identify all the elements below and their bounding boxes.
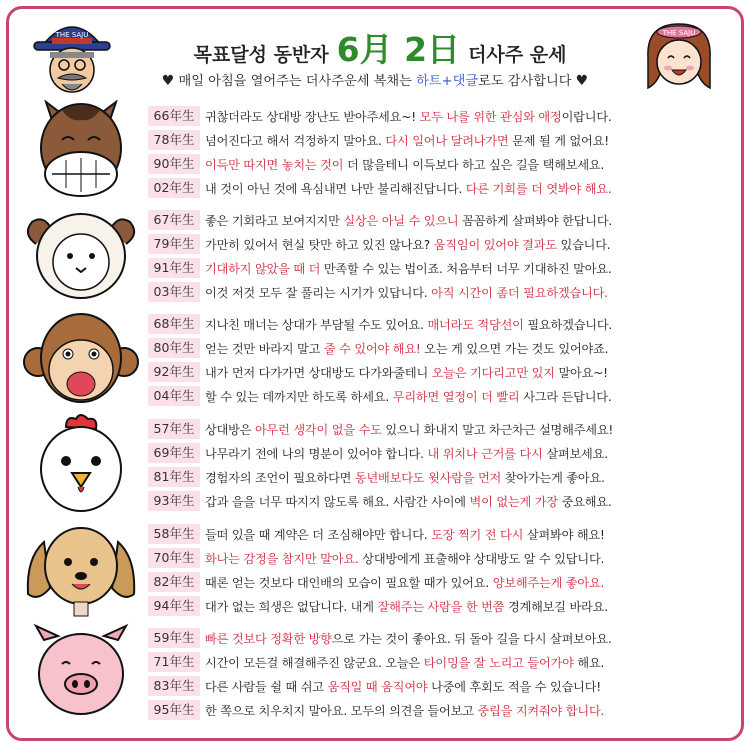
fortune-rows: [148, 104, 743, 200]
text-part: 상대방에게 표출해야 상대방도 알 수 있답니다.: [358, 551, 605, 566]
text-part: 꼼꼼하게 살펴봐야 한답니다.: [458, 213, 613, 228]
heart-icon: ♥: [161, 73, 175, 89]
text-part: 살펴봐야 해요!: [523, 527, 605, 542]
birth-year-badge: 94年生: [148, 596, 200, 616]
highlight-part: 아직 시간이 좀더 필요하겠습니다.: [431, 285, 608, 300]
fortune-row: [148, 104, 743, 128]
monkey-icon: [22, 308, 140, 408]
highlight-part: 내 위치나 근거를 다시: [427, 446, 543, 461]
birth-year-badge: 79年生: [148, 234, 200, 254]
fortune-row: [148, 232, 743, 256]
subtitle: [100, 70, 650, 89]
birth-year-badge: 95年生: [148, 700, 200, 720]
highlight-part: 움직일 때 움직여야: [327, 679, 428, 694]
fortune-row: [148, 546, 743, 570]
fortune-row: [148, 594, 743, 618]
birth-year-badge: 93年生: [148, 491, 200, 511]
text-part: 할 수 있는 데까지만 하도록 하세요.: [205, 389, 393, 404]
text-part: 문제 될 게 없어요!: [508, 133, 609, 148]
highlight-part: 이득만 따지면 놓치는 것이: [205, 157, 344, 172]
birth-year-badge: 82年生: [148, 572, 200, 592]
fortune-text: [205, 316, 612, 333]
highlight-part: 도장 찍기 전 다시: [431, 527, 524, 542]
fortune-text: [205, 654, 604, 671]
highlight-part: 양보해주는게 좋아요.: [492, 575, 605, 590]
fortune-rows: [148, 417, 743, 513]
text-part: 중요해요.: [557, 494, 612, 509]
title-prefix: 목표달성 동반자: [193, 44, 329, 66]
highlight-part: 실상은 아닐 수 있으니: [343, 213, 459, 228]
fortune-row: [148, 698, 743, 722]
fortune-text: [205, 493, 612, 510]
fortune-row: [148, 626, 743, 650]
highlight-part: 다른 기회를 더 엿봐야 해요.: [465, 181, 612, 196]
text-part: 이랍니다.: [561, 109, 612, 124]
birth-year-badge: 04年生: [148, 386, 200, 406]
birth-year-badge: 03年生: [148, 282, 200, 302]
text-part: 다른 사람들 쉴 때 쉬고: [205, 679, 328, 694]
text-part: 시간이 모든걸 해결해주진 않군요. 오늘은: [205, 655, 424, 670]
fortune-text: [205, 156, 604, 173]
section-horse: [0, 100, 750, 204]
birth-year-badge: 70年生: [148, 548, 200, 568]
text-part: 때론 얻는 것보다 대인배의 모습이 필요할 때가 있어요.: [205, 575, 493, 590]
text-part: 있습니다.: [556, 237, 611, 252]
text-part: 찾아가는게 좋아요.: [501, 470, 605, 485]
birth-year-badge: 91年生: [148, 258, 200, 278]
fortune-text: [205, 702, 604, 719]
fortune-rows: [148, 626, 743, 722]
fortune-row: [148, 570, 743, 594]
text-part: 들떠 있을 때 계약은 더 조심해야만 합니다.: [205, 527, 432, 542]
subtitle-highlight: 하트+댓글: [416, 74, 479, 89]
fortune-text: [205, 678, 601, 695]
highlight-part: 잘해주는 사람을 한 번쯤: [377, 599, 505, 614]
text-part: 귀찮더라도 상대방 장난도 받아주세요~!: [205, 109, 420, 124]
highlight-part: 기대하지 않았을 때 더: [205, 261, 321, 276]
text-part: 대가 없는 희생은 없답니다. 내게: [205, 599, 378, 614]
text-part: 얻는 것만 바라지 말고: [205, 341, 324, 356]
fortune-row: [148, 336, 743, 360]
fortune-text: [205, 260, 612, 277]
section-sheep: [0, 204, 750, 308]
birth-year-badge: 90年生: [148, 154, 200, 174]
fortune-text: [205, 284, 608, 301]
section-dog: [0, 518, 750, 622]
fortune-text: [205, 550, 604, 567]
highlight-part: 화나는 감정을 참지만 말아요.: [205, 551, 359, 566]
text-part: 내 것이 아닌 것에 욕심내면 나만 불리해진답니다.: [205, 181, 466, 196]
birth-year-badge: 80年生: [148, 338, 200, 358]
hat-logo-text: THE SAJU: [55, 31, 89, 39]
fortune-text: [205, 526, 605, 543]
fortune-row: [148, 650, 743, 674]
birth-year-badge: 71年生: [148, 652, 200, 672]
birth-year-badge: 78年生: [148, 130, 200, 150]
fortune-row: [148, 176, 743, 200]
highlight-part: 무리하면 열정이 더 빨리: [392, 389, 520, 404]
fortune-row: [148, 384, 743, 408]
fortune-text: [205, 212, 612, 229]
dog-icon: [22, 518, 140, 618]
fortune-text: [205, 598, 608, 615]
highlight-part: 벽이 없는게 가장: [469, 494, 558, 509]
fortune-row: [148, 256, 743, 280]
section-pig: [0, 622, 750, 726]
text-part: 경계해보길 바라요.: [504, 599, 608, 614]
highlight-part: 다시 일어나 달려나가면: [385, 133, 509, 148]
fortune-text: [205, 421, 613, 438]
text-part: 상대방은: [205, 422, 255, 437]
highlight-part: 움직임이 있어야 결과도: [433, 237, 557, 252]
fortune-row: [148, 360, 743, 384]
girl-mascot-icon: [640, 18, 718, 98]
highlight-part: 동년배보다도 윗사람을 먼저: [354, 470, 502, 485]
page-title: [120, 24, 640, 69]
section-chicken: [0, 413, 750, 517]
heart-icon: ♥: [575, 73, 589, 89]
text-part: 갑과 을을 너무 따지지 않도록 해요. 사람간 사이에: [205, 494, 470, 509]
chicken-icon: [22, 413, 140, 513]
birth-year-badge: 57年生: [148, 419, 200, 439]
fortune-text: [205, 388, 612, 405]
fortune-row: [148, 465, 743, 489]
highlight-part: 매너라도 적당선이: [427, 317, 524, 332]
fortune-text: [205, 108, 612, 125]
fortune-text: [205, 180, 612, 197]
birth-year-badge: 69年生: [148, 443, 200, 463]
birth-year-badge: 59年生: [148, 628, 200, 648]
fortune-rows: [148, 522, 743, 618]
text-part: 해요.: [573, 655, 605, 670]
text-part: 오는 게 있으면 가는 것도 있어야죠.: [420, 341, 609, 356]
text-part: 넘어진다고 해서 걱정하지 말아요.: [205, 133, 386, 148]
highlight-part: 타이밍을 잘 노리고 들어가야: [423, 655, 574, 670]
fortune-rows: [148, 312, 743, 408]
highlight-part: 모두 나를 위한 관심와 애정: [419, 109, 562, 124]
birth-year-badge: 58年生: [148, 524, 200, 544]
birth-year-badge: 92年生: [148, 362, 200, 382]
fortune-text: [205, 340, 608, 357]
fortune-row: [148, 674, 743, 698]
birth-year-badge: 66年生: [148, 106, 200, 126]
text-part: 으로 가는 것이 좋아요. 뒤 돌아 길을 다시 살펴보아요.: [331, 631, 612, 646]
text-part: 필요하겠습니다.: [523, 317, 613, 332]
text-part: 가만히 있어서 현실 탓만 하고 있진 않나요?: [205, 237, 434, 252]
title-date: 6月 2日: [336, 30, 461, 69]
fortune-row: [148, 522, 743, 546]
header: [0, 0, 750, 100]
subtitle-text: 매일 아침을 열어주는 더사주운세 복채는: [178, 74, 417, 89]
fortune-row: [148, 417, 743, 441]
highlight-part: 줄 수 있어야 해요!: [323, 341, 421, 356]
fortune-text: [205, 574, 604, 591]
headband-logo-text: THE SAJU: [662, 29, 696, 37]
birth-year-badge: 02年生: [148, 178, 200, 198]
text-part: 있으니 화내지 말고 차근차근 설명해주세요!: [381, 422, 614, 437]
fortune-text: [205, 445, 608, 462]
fortune-rows: [148, 208, 743, 304]
title-suffix: 더사주 운세: [468, 44, 567, 66]
horse-icon: [22, 100, 140, 200]
fortune-row: [148, 489, 743, 513]
text-part: 사그라 든답니다.: [519, 389, 612, 404]
text-part: 내가 먼저 다가가면 상대방도 다가와줄테니: [205, 365, 432, 380]
fortune-text: [205, 132, 609, 149]
fortune-row: [148, 280, 743, 304]
fortune-text: [205, 630, 612, 647]
fortune-text: [205, 236, 610, 253]
text-part: 나무라기 전에 나의 명분이 있어야 합니다.: [205, 446, 428, 461]
pig-icon: [22, 622, 140, 722]
birth-year-badge: 81年生: [148, 467, 200, 487]
text-part: 말아요~!: [554, 365, 608, 380]
text-part: 이것 저것 모두 잘 풀리는 시기가 있답니다.: [205, 285, 432, 300]
text-part: 경험자의 조언이 필요하다면: [205, 470, 355, 485]
fortune-text: [205, 469, 605, 486]
sheep-icon: [22, 204, 140, 304]
fortune-text: [205, 364, 608, 381]
highlight-part: 아무런 생각이 없을 수도: [254, 422, 382, 437]
highlight-part: 오늘은 기다리고만 있지: [431, 365, 555, 380]
text-part: 지나친 매너는 상대가 부담될 수도 있어요.: [205, 317, 428, 332]
text-part: 나중에 후회도 적을 수 있습니다!: [427, 679, 601, 694]
fortune-row: [148, 441, 743, 465]
highlight-part: 빠른 것보다 정확한 방향: [205, 631, 332, 646]
birth-year-badge: 68年生: [148, 314, 200, 334]
birth-year-badge: 67年生: [148, 210, 200, 230]
text-part: 좋은 기회라고 보여지지만: [205, 213, 344, 228]
text-part: 만족할 수 있는 법이죠. 처음부터 너무 기대하진 말아요.: [320, 261, 612, 276]
section-monkey: [0, 308, 750, 412]
fortune-row: [148, 312, 743, 336]
highlight-part: 중립을 지켜줘야 합니다.: [477, 703, 605, 718]
text-part: 더 많을테니 이득보다 하고 싶은 길을 택해보세요.: [343, 157, 605, 172]
text-part: 살펴보세요.: [542, 446, 608, 461]
fortune-row: [148, 208, 743, 232]
birth-year-badge: 83年生: [148, 676, 200, 696]
text-part: 한 쪽으로 치우치지 말아요. 모두의 의견을 들어보고: [205, 703, 478, 718]
fortune-row: [148, 128, 743, 152]
fortune-row: [148, 152, 743, 176]
subtitle-text-end: 로도 감사합니다: [478, 74, 572, 89]
